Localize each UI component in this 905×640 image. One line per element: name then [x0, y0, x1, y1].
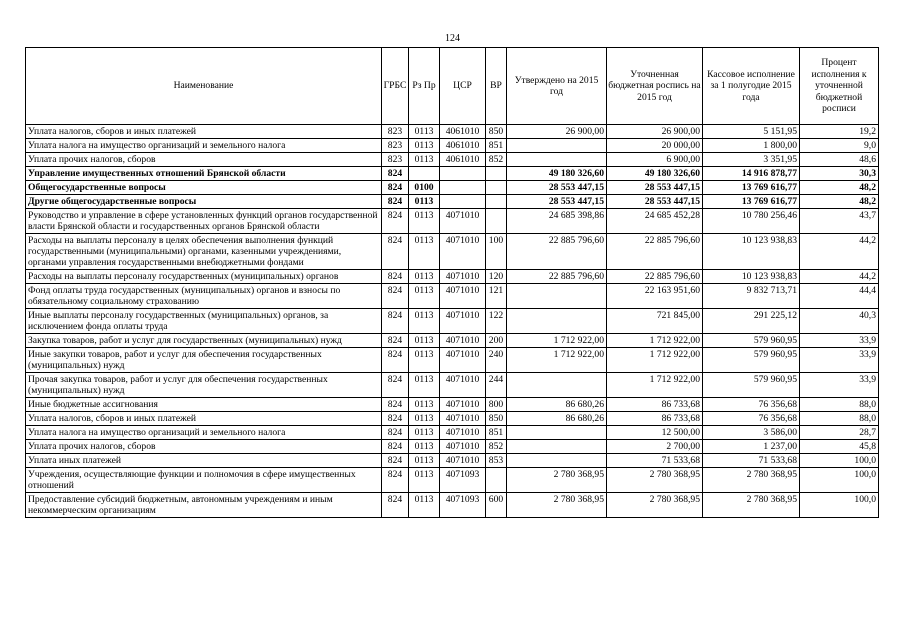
- row-grbs: 824: [382, 181, 409, 195]
- table-row: [26, 270, 879, 284]
- row-rzpr: 0113: [409, 195, 440, 209]
- row-refined: 22 885 796,60: [607, 270, 703, 284]
- row-grbs: 824: [382, 426, 409, 440]
- row-grbs: 824: [382, 284, 409, 309]
- row-csr: 4071010: [440, 309, 486, 334]
- row-vr: [486, 167, 507, 181]
- row-name: Уплата налога на имущество организаций и земельного налога: [26, 426, 382, 440]
- row-vr: 852: [486, 153, 507, 167]
- row-approved: [507, 284, 607, 309]
- row-name: Иные бюджетные ассигнования: [26, 398, 382, 412]
- row-csr: 4071010: [440, 270, 486, 284]
- row-refined: 22 885 796,60: [607, 234, 703, 270]
- row-percent: 43,7: [800, 209, 879, 234]
- table-row: [26, 493, 879, 518]
- header-refined: Уточненная бюджетная роспись на 2015 год: [607, 48, 703, 125]
- table-row: [26, 398, 879, 412]
- row-approved: 28 553 447,15: [507, 181, 607, 195]
- row-rzpr: 0113: [409, 412, 440, 426]
- row-approved: 2 780 368,95: [507, 468, 607, 493]
- row-rzpr: 0113: [409, 440, 440, 454]
- row-vr: 600: [486, 493, 507, 518]
- row-grbs: 823: [382, 139, 409, 153]
- row-csr: 4071010: [440, 398, 486, 412]
- row-rzpr: [409, 167, 440, 181]
- row-csr: 4071010: [440, 412, 486, 426]
- row-approved: 1 712 922,00: [507, 334, 607, 348]
- row-csr: 4071010: [440, 440, 486, 454]
- row-vr: [486, 209, 507, 234]
- row-grbs: 824: [382, 348, 409, 373]
- row-grbs: 824: [382, 209, 409, 234]
- row-rzpr: 0113: [409, 468, 440, 493]
- row-vr: [486, 468, 507, 493]
- row-refined: 12 500,00: [607, 426, 703, 440]
- row-approved: [507, 440, 607, 454]
- row-refined: 71 533,68: [607, 454, 703, 468]
- row-grbs: 824: [382, 195, 409, 209]
- row-csr: [440, 195, 486, 209]
- row-percent: 48,2: [800, 195, 879, 209]
- row-vr: 122: [486, 309, 507, 334]
- row-name: Руководство и управление в сфере установленных функций органов государственной власти Брянской области и государственных органов Брянской области: [26, 209, 382, 234]
- row-name: Управление имущественных отношений Брянской области: [26, 167, 382, 181]
- row-vr: 120: [486, 270, 507, 284]
- row-approved: 2 780 368,95: [507, 493, 607, 518]
- row-vr: 240: [486, 348, 507, 373]
- row-refined: 26 900,00: [607, 125, 703, 139]
- row-refined: 24 685 452,28: [607, 209, 703, 234]
- row-cash: 1 800,00: [703, 139, 800, 153]
- row-refined: 1 712 922,00: [607, 334, 703, 348]
- row-refined: 2 780 368,95: [607, 468, 703, 493]
- row-vr: 200: [486, 334, 507, 348]
- row-refined: 22 163 951,60: [607, 284, 703, 309]
- row-vr: 850: [486, 412, 507, 426]
- header-grbs: ГРБС: [382, 48, 409, 125]
- row-grbs: 824: [382, 234, 409, 270]
- row-grbs: 823: [382, 125, 409, 139]
- row-refined: 1 712 922,00: [607, 373, 703, 398]
- row-refined: 20 000,00: [607, 139, 703, 153]
- row-cash: 5 151,95: [703, 125, 800, 139]
- table-row: [26, 167, 879, 181]
- row-rzpr: 0113: [409, 309, 440, 334]
- row-name: Расходы на выплаты персоналу в целях обеспечения выполнения функций государственными (муниципальными) органами, казенными учреждениями, органами управления государственными внебюджетными фондами: [26, 234, 382, 270]
- row-name: Иные закупки товаров, работ и услуг для обеспечения государственных (муниципальных) нужд: [26, 348, 382, 373]
- row-csr: 4071010: [440, 373, 486, 398]
- row-rzpr: 0113: [409, 209, 440, 234]
- row-csr: [440, 181, 486, 195]
- row-approved: [507, 426, 607, 440]
- row-csr: 4061010: [440, 139, 486, 153]
- table-row: [26, 139, 879, 153]
- row-cash: 76 356,68: [703, 412, 800, 426]
- row-cash: 579 960,95: [703, 334, 800, 348]
- table-row: [26, 373, 879, 398]
- row-vr: 851: [486, 426, 507, 440]
- row-percent: 88,0: [800, 412, 879, 426]
- row-vr: 121: [486, 284, 507, 309]
- table-row: [26, 334, 879, 348]
- table-row: [26, 426, 879, 440]
- row-vr: [486, 195, 507, 209]
- table-row: [26, 454, 879, 468]
- table-row: [26, 195, 879, 209]
- row-csr: 4061010: [440, 125, 486, 139]
- row-approved: 86 680,26: [507, 412, 607, 426]
- row-approved: 1 712 922,00: [507, 348, 607, 373]
- row-approved: [507, 309, 607, 334]
- row-percent: 48,6: [800, 153, 879, 167]
- row-cash: 9 832 713,71: [703, 284, 800, 309]
- row-percent: 33,9: [800, 373, 879, 398]
- row-rzpr: 0113: [409, 398, 440, 412]
- row-vr: [486, 181, 507, 195]
- row-csr: [440, 167, 486, 181]
- table-row: [26, 412, 879, 426]
- row-percent: 30,3: [800, 167, 879, 181]
- row-grbs: 824: [382, 398, 409, 412]
- header-percent: Процент исполнения к уточненной бюджетной росписи: [800, 48, 879, 125]
- row-rzpr: 0113: [409, 139, 440, 153]
- row-rzpr: 0113: [409, 373, 440, 398]
- header-vr: ВР: [486, 48, 507, 125]
- row-rzpr: 0113: [409, 234, 440, 270]
- row-cash: 3 351,95: [703, 153, 800, 167]
- page-number: 124: [445, 33, 460, 44]
- row-grbs: 824: [382, 309, 409, 334]
- row-rzpr: 0113: [409, 270, 440, 284]
- row-rzpr: 0113: [409, 284, 440, 309]
- row-percent: 44,4: [800, 284, 879, 309]
- row-name: Предоставление субсидий бюджетным, автономным учреждениям и иным некоммерческим организациям: [26, 493, 382, 518]
- row-approved: 49 180 326,60: [507, 167, 607, 181]
- row-approved: [507, 454, 607, 468]
- table-row: [26, 234, 879, 270]
- row-cash: 71 533,68: [703, 454, 800, 468]
- row-name: Фонд оплаты труда государственных (муниципальных) органов и взносы по обязательному социальному страхованию: [26, 284, 382, 309]
- row-refined: 6 900,00: [607, 153, 703, 167]
- row-grbs: 824: [382, 454, 409, 468]
- table-row: [26, 209, 879, 234]
- row-approved: [507, 139, 607, 153]
- row-cash: 3 586,00: [703, 426, 800, 440]
- row-cash: 10 123 938,83: [703, 234, 800, 270]
- row-name: Иные выплаты персоналу государственных (муниципальных) органов, за исключением фонда оплаты труда: [26, 309, 382, 334]
- row-approved: 28 553 447,15: [507, 195, 607, 209]
- row-cash: 2 780 368,95: [703, 468, 800, 493]
- row-percent: 100,0: [800, 493, 879, 518]
- row-name: Учреждения, осуществляющие функции и полномочия в сфере имущественных отношений: [26, 468, 382, 493]
- row-refined: 1 712 922,00: [607, 348, 703, 373]
- table-row: [26, 284, 879, 309]
- row-name: Расходы на выплаты персоналу государственных (муниципальных) органов: [26, 270, 382, 284]
- row-name: Уплата налогов, сборов и иных платежей: [26, 125, 382, 139]
- row-cash: 13 769 616,77: [703, 195, 800, 209]
- row-rzpr: 0113: [409, 125, 440, 139]
- header-rzpr: Рз Пр: [409, 48, 440, 125]
- row-name: Другие общегосударственные вопросы: [26, 195, 382, 209]
- table-row: [26, 440, 879, 454]
- row-vr: 100: [486, 234, 507, 270]
- row-vr: 851: [486, 139, 507, 153]
- table-row: [26, 181, 879, 195]
- row-approved: 24 685 398,86: [507, 209, 607, 234]
- row-percent: 33,9: [800, 348, 879, 373]
- row-refined: 2 700,00: [607, 440, 703, 454]
- header-cash: Кассовое исполнение за 1 полугодие 2015 года: [703, 48, 800, 125]
- header-name: Наименование: [26, 48, 382, 125]
- row-approved: [507, 153, 607, 167]
- row-vr: 850: [486, 125, 507, 139]
- row-percent: 100,0: [800, 468, 879, 493]
- row-cash: 579 960,95: [703, 348, 800, 373]
- row-refined: 86 733,68: [607, 412, 703, 426]
- row-percent: 48,2: [800, 181, 879, 195]
- row-name: Уплата прочих налогов, сборов: [26, 153, 382, 167]
- row-percent: 45,8: [800, 440, 879, 454]
- header-csr: ЦСР: [440, 48, 486, 125]
- row-refined: 86 733,68: [607, 398, 703, 412]
- row-grbs: 824: [382, 373, 409, 398]
- row-approved: 22 885 796,60: [507, 234, 607, 270]
- row-csr: 4071010: [440, 348, 486, 373]
- row-refined: 28 553 447,15: [607, 181, 703, 195]
- row-csr: 4071010: [440, 454, 486, 468]
- table-row: [26, 468, 879, 493]
- row-csr: 4071010: [440, 284, 486, 309]
- row-rzpr: 0113: [409, 153, 440, 167]
- row-csr: 4071010: [440, 234, 486, 270]
- row-csr: 4061010: [440, 153, 486, 167]
- table-row: [26, 125, 879, 139]
- row-percent: 44,2: [800, 234, 879, 270]
- row-grbs: 824: [382, 468, 409, 493]
- row-cash: 2 780 368,95: [703, 493, 800, 518]
- row-cash: 10 780 256,46: [703, 209, 800, 234]
- row-vr: 800: [486, 398, 507, 412]
- row-name: Уплата налога на имущество организаций и земельного налога: [26, 139, 382, 153]
- row-rzpr: 0113: [409, 426, 440, 440]
- row-approved: [507, 373, 607, 398]
- row-vr: 852: [486, 440, 507, 454]
- header-approved: Утверждено на 2015 год: [507, 48, 607, 125]
- row-grbs: 824: [382, 412, 409, 426]
- row-percent: 9,0: [800, 139, 879, 153]
- row-grbs: 824: [382, 270, 409, 284]
- row-percent: 44,2: [800, 270, 879, 284]
- row-name: Уплата прочих налогов, сборов: [26, 440, 382, 454]
- row-rzpr: 0113: [409, 334, 440, 348]
- row-csr: 4071093: [440, 468, 486, 493]
- row-percent: 28,7: [800, 426, 879, 440]
- row-grbs: 824: [382, 440, 409, 454]
- row-csr: 4071010: [440, 209, 486, 234]
- row-cash: 14 916 878,77: [703, 167, 800, 181]
- row-cash: 76 356,68: [703, 398, 800, 412]
- table-row: [26, 153, 879, 167]
- row-csr: 4071010: [440, 426, 486, 440]
- row-approved: 26 900,00: [507, 125, 607, 139]
- row-grbs: 824: [382, 493, 409, 518]
- row-refined: 2 780 368,95: [607, 493, 703, 518]
- row-vr: 853: [486, 454, 507, 468]
- row-name: Уплата налогов, сборов и иных платежей: [26, 412, 382, 426]
- row-grbs: 823: [382, 153, 409, 167]
- table-row: [26, 309, 879, 334]
- row-percent: 19,2: [800, 125, 879, 139]
- row-refined: 49 180 326,60: [607, 167, 703, 181]
- budget-table: [25, 47, 879, 518]
- table-header-row: [26, 48, 879, 125]
- row-approved: 86 680,26: [507, 398, 607, 412]
- row-percent: 88,0: [800, 398, 879, 412]
- row-grbs: 824: [382, 167, 409, 181]
- row-rzpr: 0113: [409, 454, 440, 468]
- row-rzpr: 0113: [409, 348, 440, 373]
- row-refined: 28 553 447,15: [607, 195, 703, 209]
- row-csr: 4071093: [440, 493, 486, 518]
- row-cash: 1 237,00: [703, 440, 800, 454]
- row-rzpr: 0100: [409, 181, 440, 195]
- row-percent: 33,9: [800, 334, 879, 348]
- row-rzpr: 0113: [409, 493, 440, 518]
- row-grbs: 824: [382, 334, 409, 348]
- row-cash: 291 225,12: [703, 309, 800, 334]
- row-vr: 244: [486, 373, 507, 398]
- row-cash: 579 960,95: [703, 373, 800, 398]
- row-percent: 100,0: [800, 454, 879, 468]
- row-refined: 721 845,00: [607, 309, 703, 334]
- row-name: Прочая закупка товаров, работ и услуг для обеспечения государственных (муниципальных) нужд: [26, 373, 382, 398]
- row-approved: 22 885 796,60: [507, 270, 607, 284]
- row-name: Общегосударственные вопросы: [26, 181, 382, 195]
- row-cash: 13 769 616,77: [703, 181, 800, 195]
- row-percent: 40,3: [800, 309, 879, 334]
- row-cash: 10 123 938,83: [703, 270, 800, 284]
- row-name: Уплата иных платежей: [26, 454, 382, 468]
- row-csr: 4071010: [440, 334, 486, 348]
- row-name: Закупка товаров, работ и услуг для государственных (муниципальных) нужд: [26, 334, 382, 348]
- table-row: [26, 348, 879, 373]
